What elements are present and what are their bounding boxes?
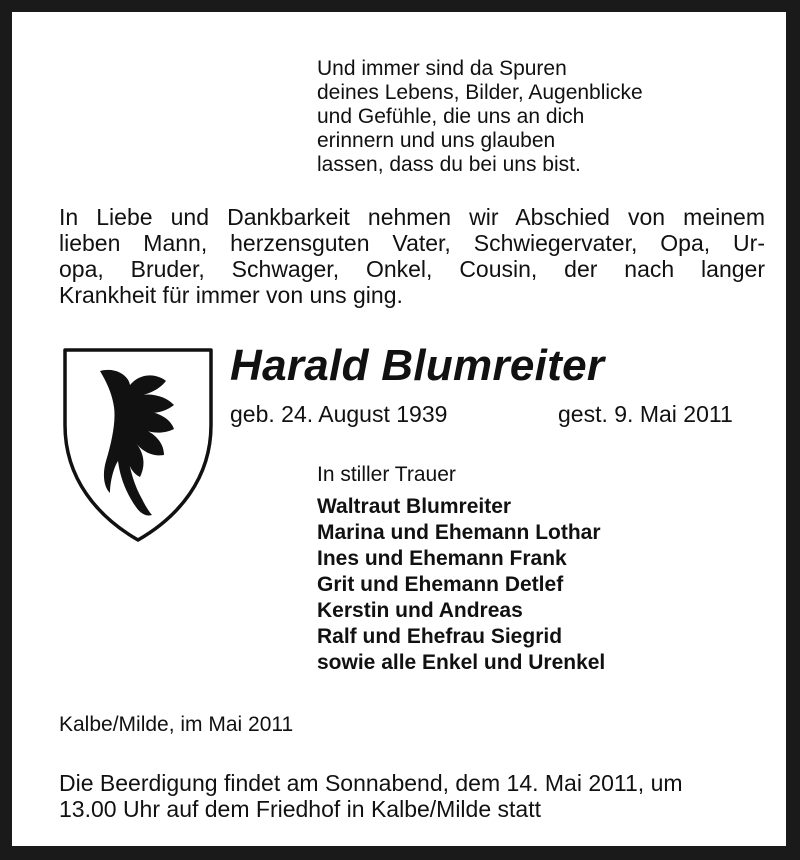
memorial-poem bbox=[317, 57, 757, 177]
farewell-line: opa, Bruder, Schwager, Onkel, Cousin, der nach langer bbox=[59, 256, 765, 282]
farewell-text bbox=[59, 204, 765, 308]
death-date: gest. 9. Mai 2011 bbox=[558, 401, 733, 427]
mourner-name: Waltraut Blumreiter bbox=[317, 495, 512, 518]
farewell-line: In Liebe und Dankbarkeit nehmen wir Abschied von meinem bbox=[59, 204, 765, 230]
coat-of-arms-antler-icon bbox=[62, 347, 214, 543]
mourner-name: sowie alle Enkel und Urenkel bbox=[317, 651, 606, 674]
mourner-name: Grit und Ehemann Detlef bbox=[317, 573, 564, 596]
mourner-name: Ralf und Ehefrau Siegrid bbox=[317, 625, 563, 648]
birth-date: geb. 24. August 1939 bbox=[230, 401, 448, 427]
mourner-name: Marina und Ehemann Lothar bbox=[317, 521, 601, 544]
funeral-line: 13.00 Uhr auf dem Friedhof in Kalbe/Milde statt bbox=[59, 796, 541, 822]
deceased-name: Harald Blumreiter bbox=[230, 341, 605, 390]
mourner-name: Kerstin und Andreas bbox=[317, 599, 523, 622]
mourning-heading: In stiller Trauer bbox=[317, 463, 456, 486]
mourners-list bbox=[317, 494, 605, 676]
funeral-notice bbox=[59, 770, 769, 822]
poem-line: erinnern und uns glauben bbox=[317, 129, 556, 152]
funeral-line: Die Beerdigung findet am Sonnabend, dem 14. Mai 2011, um bbox=[59, 770, 683, 796]
farewell-line: Krankheit für immer von uns ging. bbox=[59, 282, 403, 308]
mourner-name: Ines und Ehemann Frank bbox=[317, 547, 567, 570]
poem-line: lassen, dass du bei uns bist. bbox=[317, 153, 581, 176]
poem-line: und Gefühle, die uns an dich bbox=[317, 105, 585, 128]
poem-line: Und immer sind da Spuren bbox=[317, 57, 567, 80]
farewell-line: lieben Mann, herzensguten Vater, Schwiegervater, Opa, Ur- bbox=[59, 230, 765, 256]
poem-line: deines Lebens, Bilder, Augenblicke bbox=[317, 81, 643, 104]
place-and-date: Kalbe/Milde, im Mai 2011 bbox=[59, 713, 294, 736]
